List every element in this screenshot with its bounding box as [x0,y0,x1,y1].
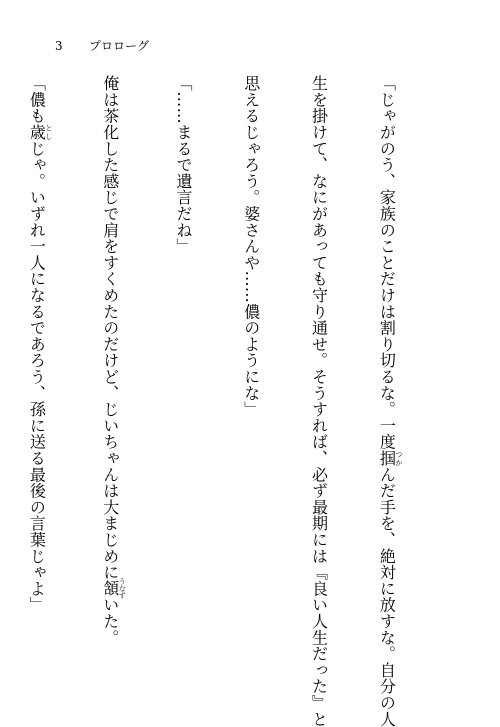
ruby-toshi: 歳とし [27,123,53,141]
vertical-text-block [0,75,448,727]
page-number: 3 [55,39,63,53]
text-line: 「……まるで遺言だね」 [173,75,193,255]
text-line: 思えるじゃろう。婆さんや……儂のようにな」 [241,75,261,418]
chapter-title: プロローグ [89,39,150,53]
ruby-unazu: 頷うなず [100,577,127,599]
ruby-tsuka: 掴つか [377,449,403,467]
ruby-reading: とし [44,123,53,141]
text-line: 生を掛けて、なにがあっても守り通せ。そうすれば、必ず最期には『良い人生だった』と [309,75,329,727]
page-header [55,38,149,54]
ruby-reading: うなず [118,577,127,599]
text-line: 「じゃがのう、家族のことだけは割り切るな。一度掴つかんだ手を、絶対に放すな。自分の人 [377,75,403,727]
ruby-reading: つか [394,449,403,467]
text-line: 「儂も歳としじゃ。いずれ一人になるであろう、孫に送る最後の言葉じゃよ」 [27,75,53,613]
text-line: 俺は茶化した感じで肩をすくめたのだけど、じいちゃんは大まじめに頷うなずいた。 [100,75,127,646]
